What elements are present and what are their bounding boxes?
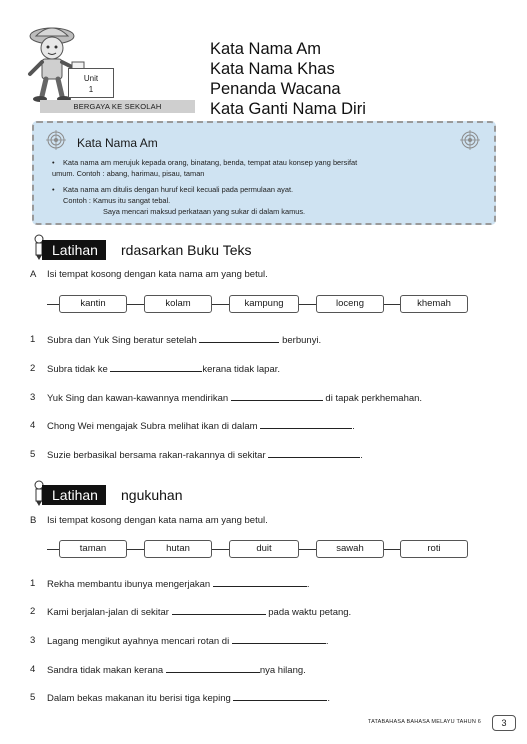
- question-a-4: [47, 420, 355, 432]
- question-a-3: [47, 392, 422, 404]
- question-text: Lagang mengikut ayahnya mencari rotan di: [47, 636, 230, 647]
- answer-blank[interactable]: [199, 334, 279, 343]
- question-number: 2: [30, 363, 36, 374]
- question-text: Yuk Sing dan kawan-kawannya mendirikan: [47, 393, 229, 404]
- question-text: Sandra tidak makan kerana: [47, 665, 164, 676]
- info-bullet-2-line-3: Saya mencari maksud perkataan yang sukar di dalam kamus.: [103, 207, 306, 216]
- info-bullet-1-line-1: Kata nama am merujuk kepada orang, binatang, benda, tempat atau konsep yang bersifat: [63, 158, 358, 167]
- question-text: .: [352, 421, 355, 432]
- question-text: .: [325, 636, 329, 647]
- question-a-2: [47, 363, 280, 375]
- answer-blank[interactable]: [268, 449, 360, 458]
- answer-blank[interactable]: [233, 692, 327, 701]
- answer-blank[interactable]: [166, 664, 260, 673]
- question-text: di tapak perkhemahan.: [325, 393, 423, 404]
- section-a-letter: A: [30, 269, 37, 280]
- question-text: Chong Wei mengajak Subra melihat ikan di dalam: [47, 421, 258, 432]
- word-bank-chip: sawah: [316, 540, 384, 558]
- sparkle-icon: [458, 128, 482, 152]
- answer-blank[interactable]: [231, 392, 323, 401]
- section-b-letter: B: [30, 515, 37, 526]
- word-bank-chip: khemah: [400, 295, 468, 313]
- word-bank-chip: kolam: [144, 295, 212, 313]
- unit-theme: BERGAYA KE SEKOLAH: [40, 100, 195, 113]
- unit-title-4: Kata Ganti Nama Diri: [210, 100, 366, 118]
- unit-title-3: Penanda Wacana: [210, 80, 341, 98]
- question-number: 4: [30, 420, 36, 431]
- question-b-5: [47, 692, 330, 704]
- question-number: 5: [30, 692, 36, 703]
- word-bank-chip: taman: [59, 540, 127, 558]
- question-text: Kami berjalan-jalan di sekitar: [47, 607, 169, 618]
- question-number: 3: [30, 635, 36, 646]
- unit-title-1: Kata Nama Am: [210, 40, 321, 58]
- question-number: 3: [30, 392, 36, 403]
- page-number: 3: [492, 715, 516, 731]
- question-text: .: [327, 693, 331, 704]
- question-text: nya hilang.: [259, 665, 306, 676]
- question-number: 4: [30, 664, 36, 675]
- question-text: Rekha membantu ibunya mengerjakan: [47, 579, 211, 590]
- question-b-2: [47, 606, 351, 618]
- question-text: kerana tidak lapar.: [202, 364, 281, 375]
- question-a-5: [47, 449, 363, 461]
- info-bullet-2-line-2: Contoh : Kamus itu sangat tebal.: [63, 196, 171, 205]
- question-number: 5: [30, 449, 36, 460]
- section-b-title: ngukuhan: [121, 487, 183, 503]
- section-b-instruction: Isi tempat kosong dengan kata nama am yang betul.: [47, 515, 268, 526]
- word-bank-chip: kampung: [229, 295, 299, 313]
- question-b-1: [47, 578, 309, 590]
- word-bank-chip: kantin: [59, 295, 127, 313]
- word-bank-chip: roti: [400, 540, 468, 558]
- section-a-instruction: Isi tempat kosong dengan kata nama am yang betul.: [47, 269, 268, 280]
- unit-titles: [210, 39, 366, 119]
- word-bank-chip: duit: [229, 540, 299, 558]
- info-box-title: Kata Nama Am: [77, 136, 158, 150]
- answer-blank[interactable]: [110, 363, 202, 372]
- sparkle-icon: [44, 128, 68, 152]
- unit-label: Unit: [83, 74, 99, 83]
- section-b-tag: Latihan: [42, 485, 106, 505]
- answer-blank[interactable]: [232, 635, 326, 644]
- question-text: pada waktu petang.: [268, 607, 352, 618]
- bullet-icon: •: [52, 158, 55, 167]
- question-b-4: [47, 664, 306, 676]
- question-number: 1: [30, 578, 36, 589]
- question-text: .: [306, 579, 310, 590]
- question-text: berbunyi.: [282, 335, 322, 346]
- book-title: TATABAHASA BAHASA MELAYU TAHUN 6: [367, 719, 481, 725]
- info-bullet-1-line-2: umum. Contoh : abang, harimau, pisau, taman: [52, 169, 205, 178]
- answer-blank[interactable]: [260, 420, 352, 429]
- unit-number: 1: [88, 85, 94, 94]
- word-bank-chip: hutan: [144, 540, 212, 558]
- question-number: 2: [30, 606, 36, 617]
- info-bullet-2-line-1: Kata nama am ditulis dengan huruf kecil kecuali pada permulaan ayat.: [63, 185, 294, 194]
- question-text: Dalam bekas makanan itu berisi tiga keping: [47, 693, 231, 704]
- bullet-icon: •: [52, 185, 55, 194]
- question-a-1: [47, 334, 321, 346]
- section-a-tag: Latihan: [42, 240, 106, 260]
- question-text: Suzie berbasikal bersama rakan-rakannya di sekitar: [47, 450, 266, 461]
- question-text: Subra dan Yuk Sing beratur setelah: [47, 335, 197, 346]
- question-text: Subra tidak ke: [47, 364, 108, 375]
- section-a-title: rdasarkan Buku Teks: [121, 242, 252, 258]
- question-b-3: [47, 635, 328, 647]
- answer-blank[interactable]: [172, 606, 266, 615]
- word-bank-chip: loceng: [316, 295, 384, 313]
- question-text: .: [360, 450, 363, 461]
- question-number: 1: [30, 334, 36, 345]
- answer-blank[interactable]: [213, 578, 307, 587]
- unit-badge: [68, 68, 114, 98]
- unit-title-2: Kata Nama Khas: [210, 60, 335, 78]
